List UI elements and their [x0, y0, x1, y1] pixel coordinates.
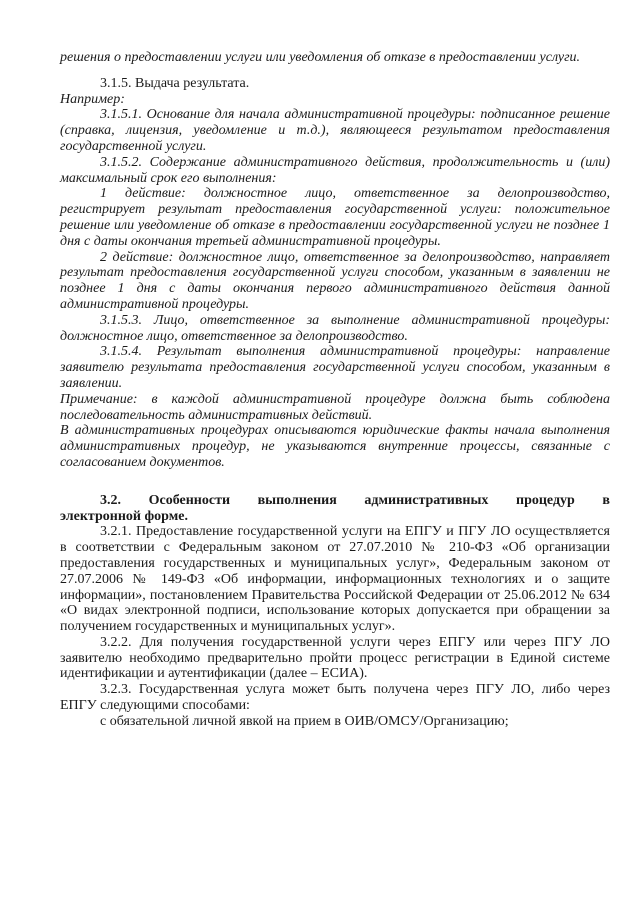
paragraph-3-2-3: 3.2.3. Государственная услуга может быть получена через ПГУ ЛО, либо через ЕПГУ следующими способами:	[60, 682, 610, 714]
document-page	[60, 50, 610, 730]
section-title-3-2: 3.2. Особенности выполнения административных процедур в	[100, 492, 610, 508]
paragraph-legal-facts: В административных процедурах описываются юридические факты начала выполнения административных процедур, не указываются внутренние процессы, связанные с согласованием документов.	[60, 423, 610, 470]
paragraph-3-2-2: 3.2.2. Для получения государственной услуги через ЕПГУ или через ПГУ ЛО заявителю необходимо предварительно пройти процесс регистрации в Единой системе идентификации и аутентификации (далее – ЕСИА).	[60, 634, 610, 682]
paragraph-3-2-1: 3.2.1. Предоставление государственной услуги на ЕПГУ и ПГУ ЛО осуществляется в соответствии с Федеральным законом от 27.07.2010 № 210-ФЗ «Об организации предоставления государственных и муниципальных услуг», Федеральным законом от 27.07.2006 № 149-ФЗ «Об информации, информационных технологиях и о защите информации», постановлением Правительства Российской Федерации от 25.06.2012 № 634 «О видах электронной подписи, использование которых допускается при обращении за получением государственных и муниципальных услуг».	[60, 524, 610, 635]
paragraph-note: Примечание: в каждой административной процедуре должна быть соблюдена последовательность административных действий.	[60, 391, 610, 423]
paragraph-action-2: 2 действие: должностное лицо, ответственное за делопроизводство, направляет результат предоставления государственной услуги способом, указанным в заявлении не позднее 1 дня с даты окончания первого административного действия данной административной процедуры.	[60, 249, 610, 312]
paragraph-personal-visit: с обязательной личной явкой на прием в ОИВ/ОМСУ/Организацию;	[100, 713, 509, 729]
paragraph-3-1-5-4: 3.1.5.4. Результат выполнения административной процедуры: направление заявителю результата предоставления государственной услуги способом, указанным в заявлении.	[60, 344, 610, 391]
section-title-3-2-end: электронной форме.	[60, 508, 188, 524]
paragraph-3-1-5-1: 3.1.5.1. Основание для начала административной процедуры: подписанное решение (справка, лицензия, уведомление и т.д.), являющееся результатом предоставления государственной услуги.	[60, 107, 610, 154]
paragraph-action-1: 1 действие: должностное лицо, ответственное за делопроизводство, регистрирует результат предоставления государственной услуги: положительное решение или уведомление об отказе в предоставлении государственной услуги не позднее 1 дня с даты окончания третьей административной процедуры.	[60, 186, 610, 249]
paragraph-3-1-5-2: 3.1.5.2. Содержание административного действия, продолжительность и (или) максимальный срок его выполнения:	[60, 154, 610, 186]
section-heading-3-1-5: 3.1.5. Выдача результата.	[100, 75, 250, 91]
paragraph-3-1-5-3: 3.1.5.3. Лицо, ответственное за выполнение административной процедуры: должностное лицо, ответственное за делопроизводство.	[60, 312, 610, 344]
paragraph-result-decision: решения о предоставлении услуги или уведомления об отказе в предоставлении услуги.	[60, 50, 581, 65]
example-label: Например:	[60, 91, 125, 107]
